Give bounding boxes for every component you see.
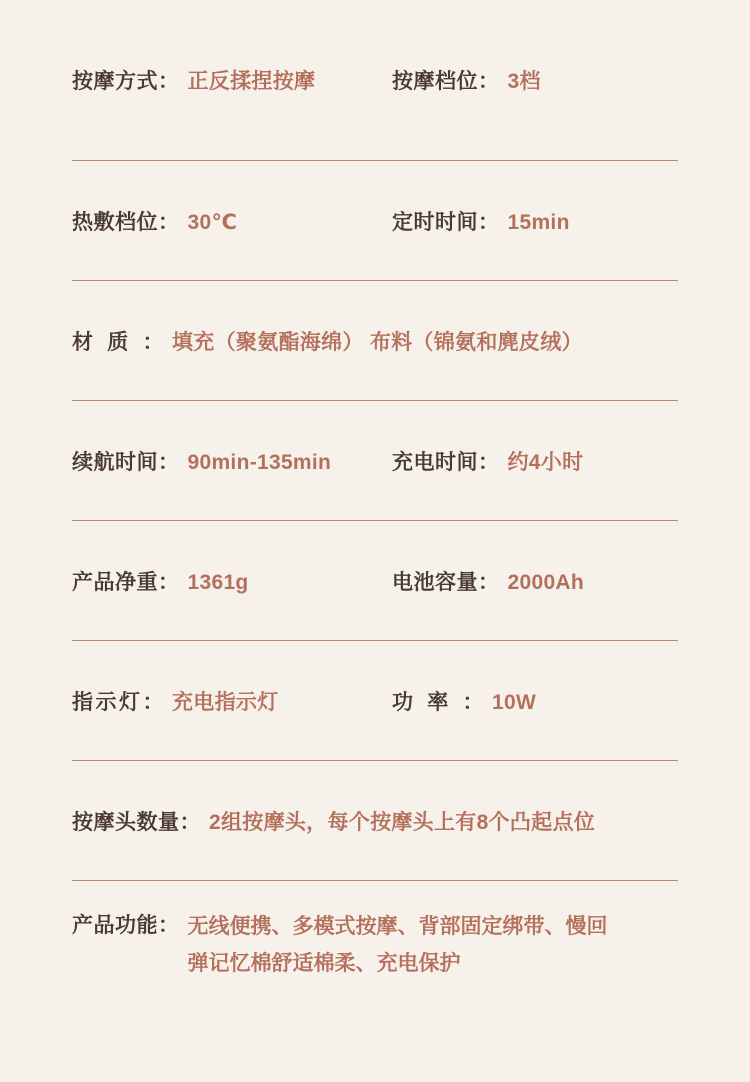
spec-label: 功率： — [392, 690, 484, 714]
spec-row-indicator-light — [72, 640, 678, 760]
spec-label: 电池容量： — [392, 570, 500, 594]
spec-value: 2000Ah — [507, 570, 585, 594]
spec-value: 30℃ — [187, 210, 238, 234]
spec-label: 续航时间： — [72, 450, 180, 474]
spec-item-head-count — [72, 806, 678, 836]
spec-value: 填充（聚氨酯海绵） 布料（锦氨和麂皮绒） — [172, 330, 583, 354]
spec-row-heat-level — [72, 160, 678, 280]
spec-row-massage-mode — [72, 0, 678, 160]
spec-value: 3档 — [507, 70, 541, 93]
spec-item-indicator-light — [72, 686, 392, 716]
spec-value: 无线便携、多模式按摩、背部固定绑带、慢回弹记忆棉舒适棉柔、充电保护 — [187, 914, 608, 975]
spec-item-massage-level — [392, 65, 678, 95]
spec-row-net-weight — [72, 520, 678, 640]
spec-value: 15min — [507, 210, 570, 234]
spec-label: 指示灯： — [72, 690, 164, 714]
spec-row-features — [72, 880, 678, 1010]
spec-item-power — [392, 686, 678, 716]
spec-label: 定时时间： — [392, 210, 500, 234]
spec-value: 正反揉捏按摩 — [187, 70, 316, 93]
spec-item-heat-level — [72, 206, 392, 236]
spec-label: 按摩档位： — [392, 70, 500, 93]
spec-item-timer — [392, 206, 678, 236]
spec-value: 1361g — [187, 570, 249, 594]
spec-item-battery-life — [72, 446, 392, 476]
spec-item-battery-capacity — [392, 566, 678, 596]
spec-item-net-weight — [72, 566, 392, 596]
spec-value: 充电指示灯 — [172, 690, 279, 714]
spec-label: 材质： — [72, 330, 164, 354]
spec-label: 产品功能： — [72, 913, 180, 937]
spec-value: 约4小时 — [507, 450, 584, 474]
spec-label: 按摩头数量： — [72, 810, 201, 834]
spec-item-material — [72, 326, 678, 356]
spec-label: 充电时间： — [392, 450, 500, 474]
spec-item-charge-time — [392, 446, 678, 476]
spec-value: 90min-135min — [187, 450, 332, 474]
spec-item-features — [72, 909, 678, 983]
spec-item-massage-mode — [72, 65, 392, 95]
spec-label: 热敷档位： — [72, 210, 180, 234]
spec-label: 按摩方式： — [72, 70, 180, 93]
spec-row-material — [72, 280, 678, 400]
spec-label: 产品净重： — [72, 570, 180, 594]
spec-row-head-count — [72, 760, 678, 880]
spec-row-battery-life — [72, 400, 678, 520]
spec-value: 2组按摩头，每个按摩头上有8个凸起点位 — [209, 810, 596, 834]
spec-value: 10W — [492, 690, 537, 714]
